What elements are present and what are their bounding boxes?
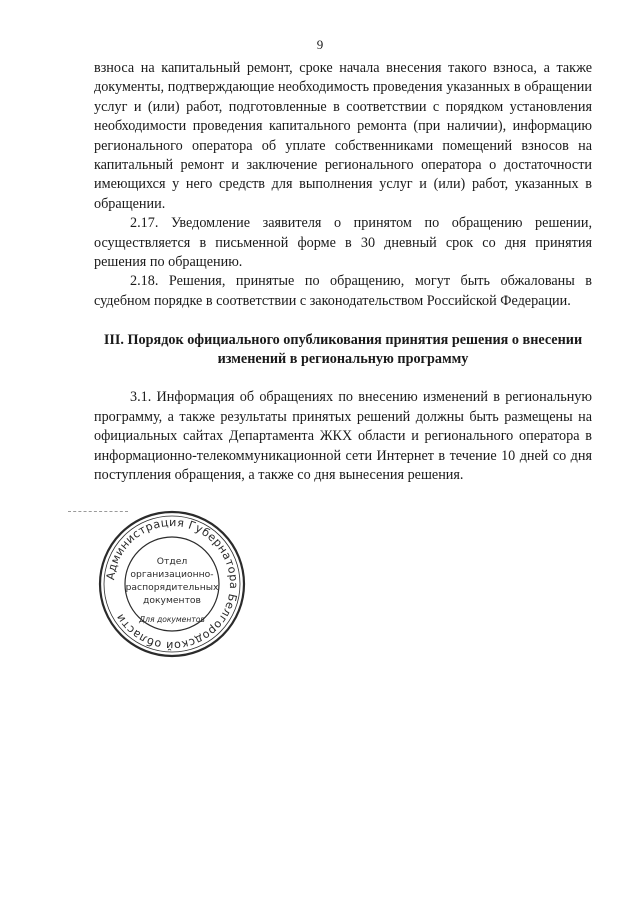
stamp-line-4: документов	[143, 595, 201, 606]
stamp-bottom-text: Для документов	[139, 615, 205, 624]
paragraph-2-18: 2.18. Решения, принятые по обращению, могут быть обжалованы в судебном порядке в соответствии с законодательством Российской Федерации.	[94, 273, 592, 309]
stamp-line-3: распорядительных	[125, 582, 219, 593]
page-number: 9	[316, 37, 324, 52]
paragraph-2-17: 2.17. Уведомление заявителя о принятом по обращению решении, осуществляется в письменной форме в 30 дневный срок со дня принятия решения по обращению.	[94, 215, 592, 271]
stamp-ring-text: Администрация Губернатора Белгородской области	[104, 515, 241, 653]
stamp-line-1: Отдел	[156, 556, 188, 567]
section-heading: III. Порядок официального опубликования принятия решения о внесении изменений в региональную программу	[103, 332, 583, 368]
stamp-line-2: организационно-	[130, 569, 214, 580]
paragraph-continuation: взноса на капитальный ремонт, сроке начала внесения такого взноса, а также документы, подтверждающие необходимость проведения указанных в обращении услуг и (или) работ, подготовленные в соответствии с порядком установления необходимости проведения капитального ремонта (при наличии), информацию регионального оператора об уплате собственниками помещений взносов на капитальный ремонт и заключение регионального оператора о достаточности имеющихся у него средств для выполнения услуг и (или) работ, указанных в обращении.	[94, 60, 592, 212]
official-stamp	[96, 508, 248, 660]
paragraph-3-1: 3.1. Информация об обращениях по внесению изменений в региональную программу, а также результаты принятых решений должны быть размещены на официальных сайтах Департамента ЖКХ области и регионального оператора в информационно-телекоммуникационной сети Интернет в течение 10 дней со дня поступления обращения, а также со дня вынесения решения.	[94, 389, 592, 483]
document-body	[94, 59, 592, 485]
